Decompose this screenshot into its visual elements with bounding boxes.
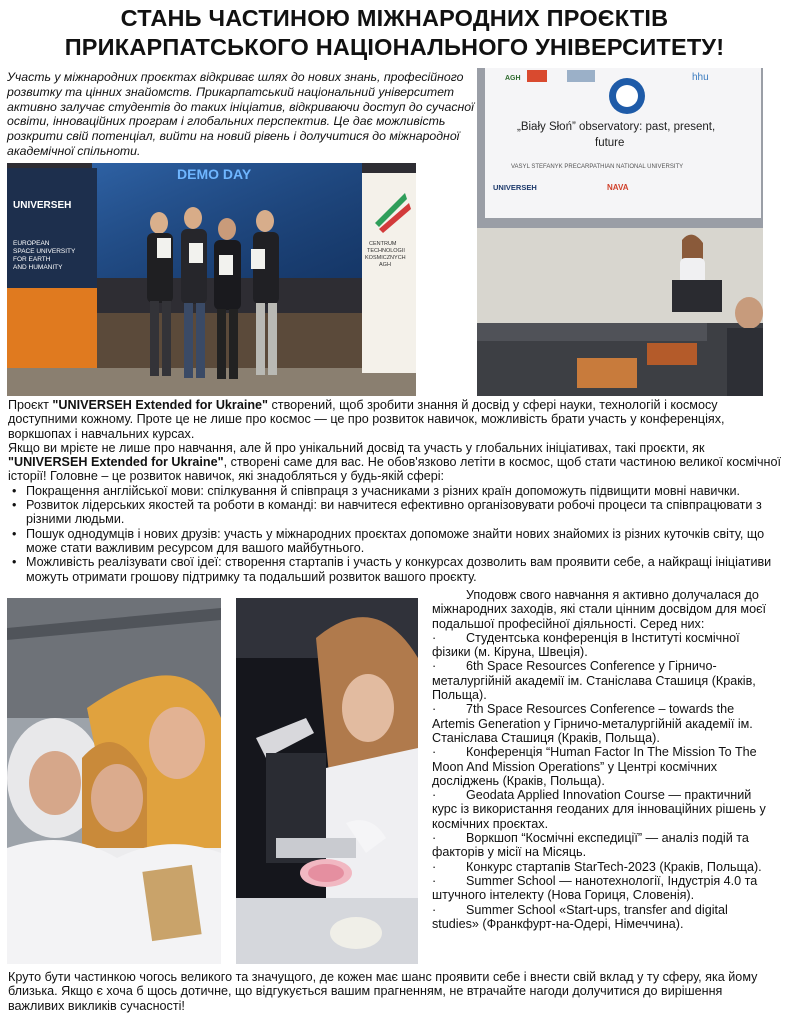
svg-text:UNIVERSEH: UNIVERSEH	[493, 183, 537, 192]
svg-text:TECHNOLOGII: TECHNOLOGII	[367, 248, 405, 254]
svg-text:SPACE UNIVERSITY: SPACE UNIVERSITY	[13, 248, 76, 255]
list-item: · Summer School «Start-ups, transfer and digital studies» (Франкфурт-на-Одері, Німеччина).	[432, 903, 772, 932]
svg-text:VASYL STEFANYK PRECARPATHIAN N: VASYL STEFANYK PRECARPATHIAN NATIONAL UNIVERSITY	[511, 164, 684, 170]
list-item: • Розвиток лідерських якостей та роботи в команді: ви навчитеся ефективно організовувати робочі процеси та співпрацювати з різними людьми.	[8, 498, 783, 527]
main-text	[8, 398, 783, 584]
svg-text:„Biały Słoń” observatory: past: „Biały Słoń” observatory: past, present,	[517, 121, 716, 133]
svg-text:AND HUMANITY: AND HUMANITY	[13, 264, 63, 271]
paragraph-2: Якщо ви мрієте не лише про навчання, але й про унікальний досвід та участь у глобальних ініціативах, такі проєкти, як "UNIVERSEH Extended for Ukraine", створені саме для вас. Не обов'язково летіти в космос, щоб стати частиною великої космічної історії! Головне – це розвиток навичок, які знадобляться у будь-якій сфері:	[8, 440, 781, 484]
demo-day-screen-text: DEMO DAY	[177, 166, 252, 182]
list-item: · Geodata Applied Innovation Course — практичний курс із використання геоданих для інноваційних рішень у космічних проєктах.	[432, 788, 772, 831]
paragraph-1: Проєкт "UNIVERSEH Extended for Ukraine" створений, щоб зробити знання й досвід у сфері науки, технологій і космосу доступними кожному. Проте це не лише про космос — це про розвиток навичок, можливість брати участь у конференціях, воркшопах і навчальних курсах.	[8, 398, 725, 441]
list-item: • Можливість реалізувати свої ідеї: створення стартапів і участь у конкурсах дозволить вам проявити себе, а найкращі ініціативи можуть отримати грошову підтримку та подальший розвиток вашого проєкту.	[8, 555, 783, 584]
svg-text:AGH: AGH	[379, 262, 391, 268]
svg-text:CENTRUM: CENTRUM	[369, 241, 397, 247]
project-name: "UNIVERSEH Extended for Ukraine"	[52, 398, 268, 412]
list-item: · Конкурс стартапів StarTech-2023 (Краків, Польща).	[432, 860, 772, 874]
list-item: · Summer School — нанотехнології, Індустрія 4.0 та штучного інтелекту (Нова Гориця, Словенія).	[432, 874, 772, 903]
list-item: · Воркшоп “Космічні експедиції” — аналіз подій та факторів у місії на Місяць.	[432, 831, 772, 860]
title-line-2: ПРИКАРПАТСЬКОГО НАЦІОНАЛЬНОГО УНІВЕРСИТЕТУ!	[64, 34, 725, 60]
svg-text:future: future	[595, 137, 625, 149]
title-line-1: СТАНЬ ЧАСТИНОЮ МІЖНАРОДНИХ ПРОЄКТІВ	[120, 5, 669, 31]
closing-paragraph: Круто бути частинкою чогось великого та значущого, де кожен має шанс проявити себе і внести свій вклад у ту сферу, яка йому близька. Якщо є хоча б щось дотичне, що відгукується вашим прагненням, не втрачайте нагоди долучитися до вирішення важливих викликів сучасності!	[8, 970, 758, 1013]
svg-text:FOR EARTH: FOR EARTH	[13, 256, 51, 263]
demo-day-photo	[7, 163, 416, 396]
page-title	[0, 4, 789, 62]
events-list	[432, 631, 772, 931]
svg-text:EUROPEAN: EUROPEAN	[13, 240, 50, 247]
list-item: · 6th Space Resources Conference у Гірничо-металургійній академії ім. Станіслава Сташиця (Краків, Польща).	[432, 659, 772, 702]
intro-paragraph: Участь у міжнародних проєктах відкриває шлях до нових знань, професійного розвитку та цінних знайомств. Прикарпатський національний університет активно залучає студентів до таких ініціатив, відкриваючи доступ до сучасної освіти, інноваційних програм і глобальних перспектив. Це дає можливість розкрити свій потенціал, вийти на новий рівень і долучитися до міжнародної академічної спільноти.	[7, 70, 474, 158]
conference-photo	[477, 68, 763, 396]
svg-text:KOSMICZNYCH: KOSMICZNYCH	[365, 255, 406, 261]
lab-microscope-photo	[236, 598, 418, 964]
skills-list	[8, 484, 783, 584]
project-name-2: "UNIVERSEH Extended for Ukraine"	[8, 455, 224, 470]
list-item: · 7th Space Resources Conference – towards the Artemis Generation у Гірничо-металургійній академії ім. Станіслава Сташиця (Краків, Польща).	[432, 702, 772, 745]
list-item: · Конференція “Human Factor In The Mission To The Moon And Mission Operations” у Центрі космічних досліджень (Краків, Польща).	[432, 745, 772, 788]
experience-column	[432, 588, 772, 931]
banner-universeh: UNIVERSEH	[13, 200, 72, 211]
svg-text:AGH: AGH	[505, 75, 521, 82]
list-item: • Покращення англійської мови: спілкування й співпраця з учасниками з різних країн допоможуть підвищити мовні навички.	[8, 484, 783, 498]
list-item: • Пошук однодумців і нових друзів: участь у міжнародних проєктах допоможе знайти нових знайомих із різних куточків світу, що може стати важливим ресурсом для вашого майбутнього.	[8, 527, 783, 556]
svg-text:hhu: hhu	[692, 72, 709, 83]
svg-text:NAVA: NAVA	[607, 183, 629, 192]
list-item: · Студентська конференція в Інституті космічної фізики (м. Кіруна, Швеція).	[432, 631, 772, 660]
experience-intro: Уподовж свого навчання я активно долучалася до міжнародних заходів, які стали цінним досвідом для моєї подальшої професійної діяльності. Серед них:	[432, 588, 766, 631]
cleanroom-selfie-photo	[7, 598, 221, 964]
